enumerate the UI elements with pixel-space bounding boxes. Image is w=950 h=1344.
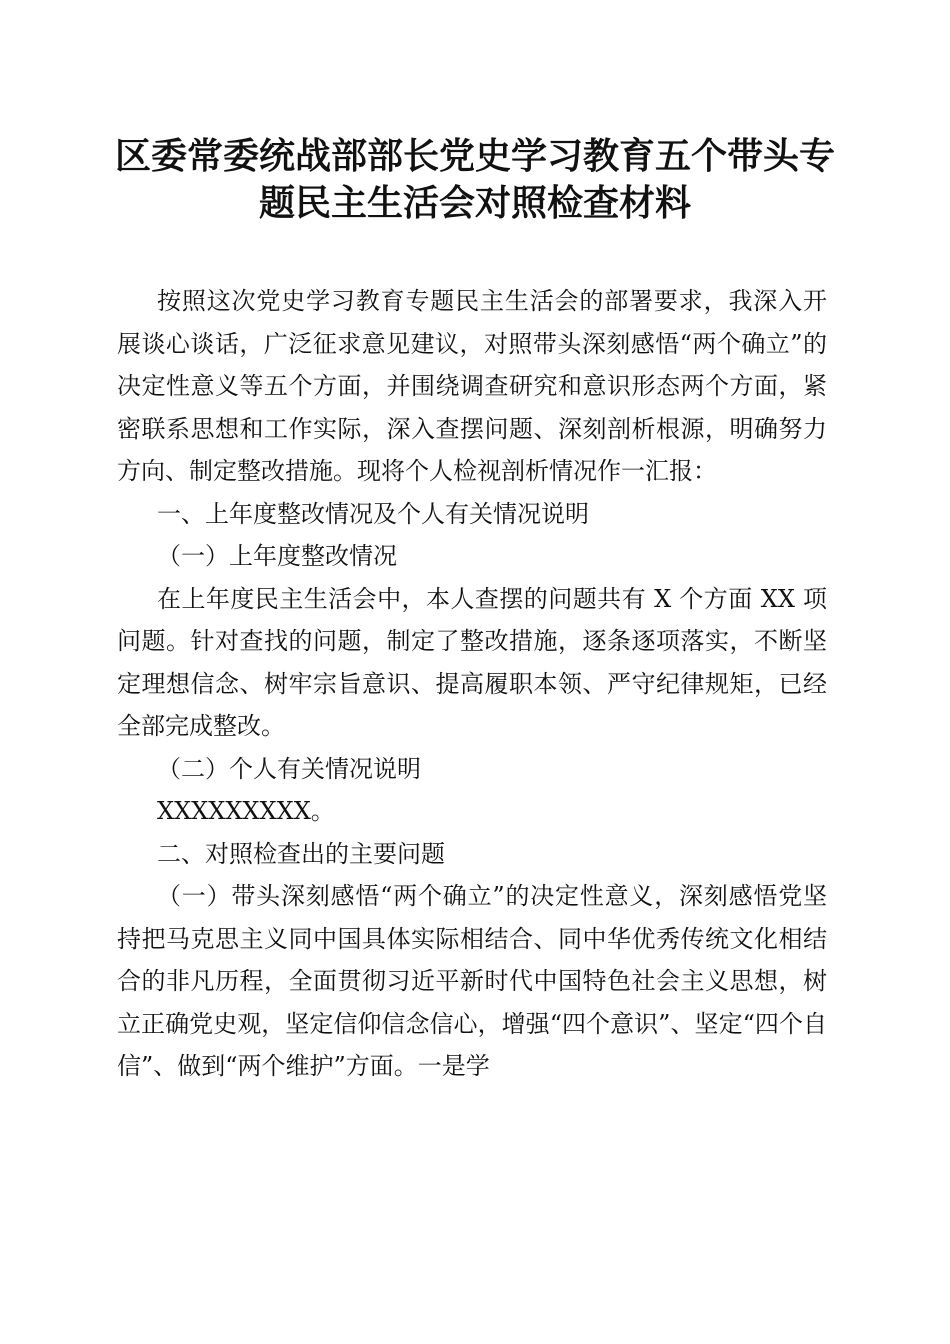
section-1-subheading-1: （一）上年度整改情况: [157, 542, 397, 570]
title-line-2: 题民主生活会对照检查材料: [258, 182, 691, 224]
title-line-1: 区委常委统战部部长党史学习教育五个带头专: [114, 135, 835, 177]
intro-paragraph: 按照这次党史学习教育专题民主生活会的部署要求，我深入开展谈心谈话，广泛征求意见建议，对照带头深刻感悟“两个确立”的决定性意义等五个方面，并围绕调查研究和意识形态两个方面，紧密联系思想和工作实际，深入查摆问题、深刻剖析根源，明确努力方向、制定整改措施。现将个人检视剖析情况作一汇报：: [117, 287, 827, 485]
section-2-heading: 二、对照检查出的主要问题: [157, 839, 445, 868]
section-1-paragraph-2: XXXXXXXXX。: [157, 797, 335, 825]
section-1-subheading-2: （二）个人有关情况说明: [157, 754, 421, 783]
document-title: [110, 133, 840, 227]
section-1-heading: 一、上年度整改情况及个人有关情况说明: [157, 499, 589, 528]
document-body: [117, 280, 827, 1088]
section-2-paragraph-1: （一）带头深刻感悟“两个确立”的决定性意义，深刻感悟党坚持把马克思主义同中国具体实际相结合、同中华优秀传统文化相结合的非凡历程，全面贯彻习近平新时代中国特色社会主义思想，树立正确党史观，坚定信仰信念信心，增强“四个意识”、坚定“四个自信”、做到“两个维护”方面。一是学: [117, 882, 827, 1080]
section-1-paragraph-1: 在上年度民主生活会中，本人查摆的问题共有 X 个方面 XX 项问题。针对查找的问题，制定了整改措施，逐条逐项落实，不断坚定理想信念、树牢宗旨意识、提高履职本领、严守纪律规矩，已经全部完成整改。: [117, 584, 827, 740]
